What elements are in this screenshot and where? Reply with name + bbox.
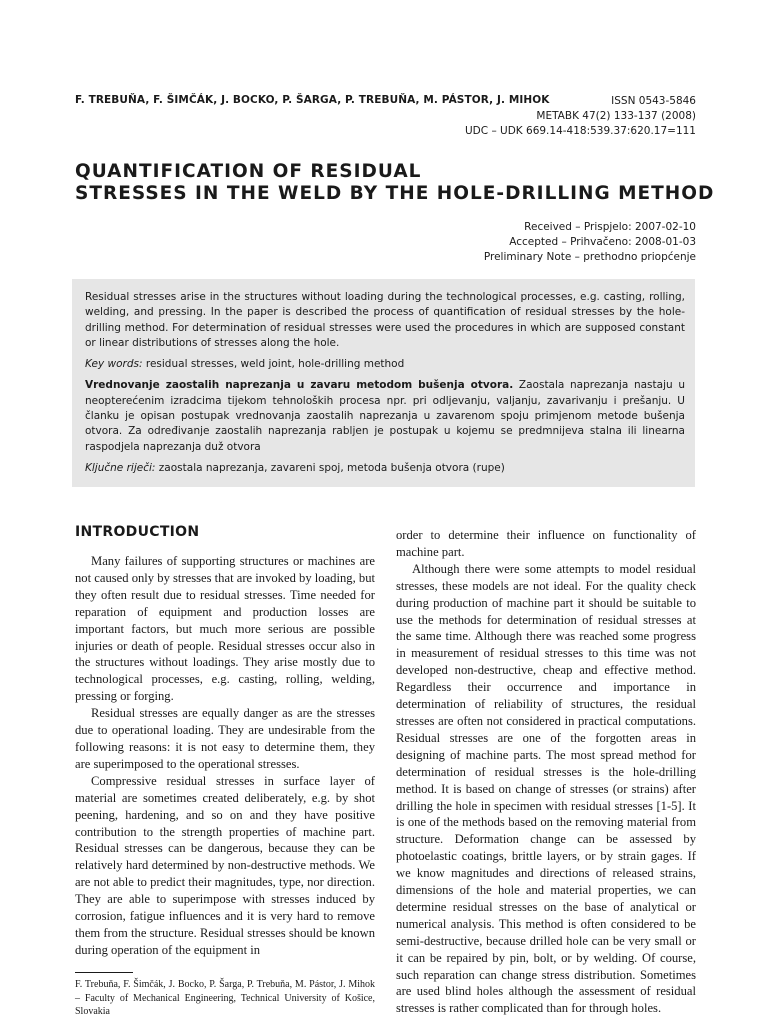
author-affiliation-footnote: F. Trebuňa, F. Šimčák, J. Bocko, P. Šarga, P. Trebuňa, M. Pástor, J. Mihok – Faculty of Mechanical Engineering, Technical University of Košice, Slovakia	[75, 979, 375, 1017]
abstract-content	[85, 290, 685, 476]
croatian-text: Zaostala naprezanja nastaju u neopterećenim izradcima tijekom tehnoloških procesa npr. pri odljevanju, valjanju, zavarivanju i prešanju. U članku je opisan postupak vrednovanja zaostalih naprezanja u zavarenom spoju primjenom metode bušenja otvora. Za određivanje zaostalih naprezanja rabljen je postupak u kojemu se predmnijeva stalna ili linearna raspodjela naprezanja duž otvora	[85, 379, 685, 453]
croatian-keywords: zaostala naprezanja, zavareni spoj, metoda bušenja otvora (rupe)	[158, 461, 505, 474]
accepted-date: Accepted – Prihvačeno: 2008-01-03	[509, 236, 696, 248]
section-heading-introduction: INTRODUCTION	[75, 524, 200, 540]
intro-paragraph: Residual stresses are equally danger as are the stresses due to operational loading. They are undesirable from the following reasons: it is not easy to determine them, they are superimposed to the operational stresses.	[75, 706, 375, 771]
note-type: Preliminary Note – prethodno priopćenje	[483, 251, 696, 263]
croatian-keywords-label: Ključne riječi:	[85, 461, 156, 474]
keywords-line	[85, 357, 685, 372]
title-line-2: STRESSES IN THE WELD BY THE HOLE-DRILLING METHOD	[75, 183, 715, 204]
keywords: residual stresses, weld joint, hole-drilling method	[145, 358, 405, 371]
issn: ISSN 0543-5846	[611, 95, 696, 107]
journal-reference: METABK 47(2) 133-137 (2008)	[536, 110, 696, 122]
udc-code: UDC – UDK 669.14-418:539.37:620.17=111	[465, 125, 696, 137]
intro-right-column	[396, 527, 696, 1017]
abstract-english: Residual stresses arise in the structures without loading during the technological processes, e.g. casting, rolling, welding, and pressing. In the paper is described the process of quantification of residual stresses by the hole-drilling method. For determination of residual stresses were used the procedures in which are supposed constant or linear distributions of stresses along the hole.	[85, 291, 685, 349]
croatian-title: Vrednovanje zaostalih naprezanja u zavaru metodom bušenja otvora.	[85, 379, 514, 392]
footnote-divider	[75, 972, 133, 973]
title-line-1: QUANTIFICATION OF RESIDUAL	[75, 161, 422, 182]
paper-title	[75, 161, 714, 205]
keywords-label: Key words:	[85, 358, 143, 371]
croatian-keywords-line	[85, 461, 685, 476]
intro-paragraph: Although there were some attempts to model residual stresses, these models are not ideal. For the quality check during production of machine part it should be suitable to use the methods for determination of residual stresses at the same time. Although there was reached some progress in measurement of residual stresses to this time was not developed non-destructive, cheap and effective method. Regardless their occurrence and importance in determination of reliability of structures, the residual stresses are often not considered in practical computations. Residual stresses are one of the forgotten areas in designing of machine parts. The most spread method for determination of residual stresses is the hole-drilling method. It is based on change of stresses (or strains) after drilling the hole in specimen with residual stresses [1-5]. It is one of the methods based on the removing material from structure. Deformation change can be assessed by photoelastic coatings, brittle layers, or by strain gages. If we know magnitudes and directions of released strains, dimensions of the hole and material properties, we can determine residual stresses on the base of analytical or numerical analysis. This method is often considered to be semi-destructive, because drilled hole can be very small or it can be repaired by pin, bolt, or by welding. Of course, such reparation can change stress distribution. Sometimes are used blind holes although the assessment of residual stresses is rather complicated than for through holes.	[396, 561, 696, 1016]
header-authors: F. TREBUŇA, F. ŠIMČÁK, J. BOCKO, P. ŠARGA, P. TREBUŇA, M. PÁSTOR, J. MIHOK	[75, 94, 550, 106]
intro-paragraph: Compressive residual stresses in surface layer of material are sometimes created deliberately, e.g. by shot peening, hardening, and so on and they have positive contribution to the strength properties of machine part. Residual stresses can be dangerous, because they can be relatively hard determined by non-destructive methods. We are not able to predict their magnitudes, type, nor direction. They are able to superimpose with stresses induced by corrosion, fatigue influences and it is very hard to remove them from the structure. Residual stresses should be known during operation of the equipment in	[75, 773, 375, 957]
journal-identifiers	[465, 94, 696, 139]
abstract-croatian	[85, 378, 685, 454]
abstract-box	[72, 279, 695, 487]
intro-paragraph: order to determine their influence on functionality of machine part.	[396, 528, 696, 559]
intro-paragraph: Many failures of supporting structures or machines are not caused only by stresses that are invoked by loading, but they often result due to residual stresses. Time needed for reparation of equipment and production losses are important factors, but much more serious are possible injuries or death of people. Residual stresses occur also in the structures without loadings. They arise mostly due to technological processes, e.g. casting, rolling, welding, pressing or forging.	[75, 554, 375, 704]
submission-dates	[484, 220, 696, 265]
intro-left-column	[75, 553, 375, 959]
received-date: Received – Prispjelo: 2007-02-10	[524, 221, 696, 233]
